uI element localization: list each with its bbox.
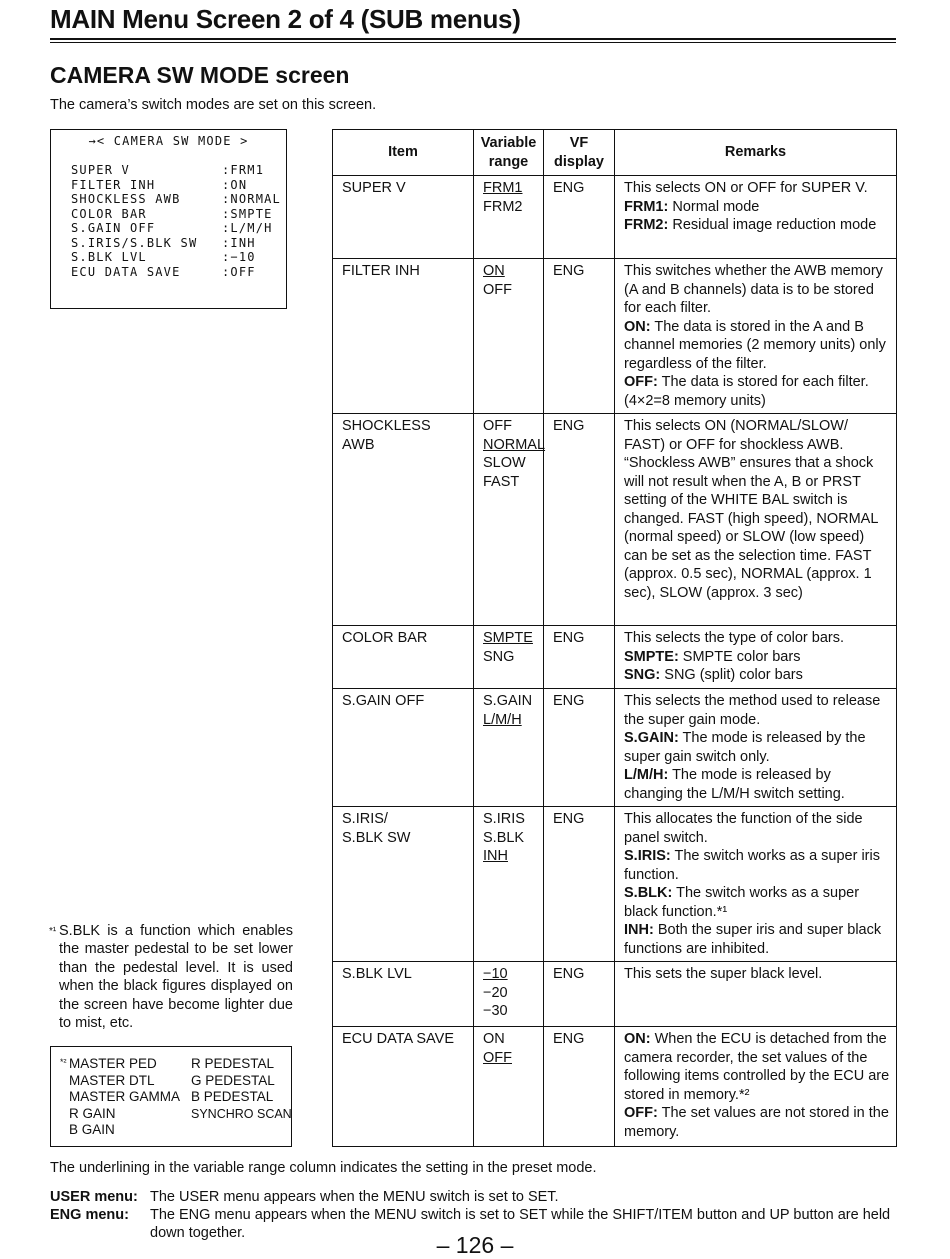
remark-text: Normal mode [668,198,760,215]
remark-paragraph [624,216,890,235]
remark-label: SNG: [624,667,661,683]
table-row [333,176,897,259]
menu-screen-row [71,221,273,236]
footnote-1-text: S.BLK is a function which enables the master pedestal to be set lower than the pedestal level. It is used when the black figures displayed on the screen have become lighter due to mist, etc. [59,923,293,1032]
menu-screen-value: :L/M/H [222,221,273,235]
remark-text: SMPTE color bars [678,648,801,665]
remark-label: S.GAIN: [624,730,679,746]
page-title: MAIN Menu Screen 2 of 4 (SUB menus) [50,4,521,34]
remark-text: The mode is released by the super gain switch only. [624,730,866,765]
range-option: OFF [483,281,512,298]
item-cell [333,626,474,689]
footnote-2-item: B GAIN [69,1122,115,1138]
footnote-2-item: R GAIN [69,1105,116,1121]
menu-screen-row [71,163,264,178]
remark-text: This selects the type of color bars. [624,630,845,646]
remark-paragraph [624,766,890,803]
item-name: SUPER V [342,180,406,196]
remark-paragraph [624,262,890,318]
section-title: CAMERA SW MODE screen [50,62,350,88]
item-cell [333,962,474,1027]
range-option-line [483,417,537,436]
remark-paragraph [624,373,890,410]
remark-text: The switch works as a super iris function. [624,848,880,883]
range-option-line [483,179,537,198]
range-option-preset: −10 [483,966,508,982]
remark-text: The mode is released by changing the L/M/H switch setting. [624,767,845,802]
range-option-preset: INH [483,848,508,864]
remark-paragraph [624,1030,890,1104]
remarks-cell [615,626,897,689]
remark-text: This allocates the function of the side panel switch. [624,811,863,846]
range-option-preset: SMPTE [483,630,533,646]
intro-text: The camera’s switch modes are set on this screen. [50,97,377,113]
header-remarks: Remarks [615,130,897,176]
footnote-2-item: SYNCHRO SCAN [191,1106,292,1121]
table-row [333,1027,897,1147]
range-option: −20 [483,984,508,1001]
remark-paragraph [624,847,890,884]
remark-paragraph [624,318,890,374]
header-item: Item [333,130,474,176]
menu-screen-value: :−10 [222,250,256,264]
remark-text: This switches whether the AWB memory (A and B channels) data is to be stored for each filter. [624,263,883,316]
remark-text: Residual image reduction mode [668,217,877,233]
remark-paragraph [624,666,890,685]
table-row [333,626,897,689]
item-name: AWB [342,436,375,453]
range-option-line [483,965,537,984]
menu-screen-row [71,192,281,207]
item-name: S.GAIN OFF [342,693,425,709]
range-option: FRM2 [483,198,523,215]
item-cell [333,1027,474,1147]
menu-screen-value: :SMPTE [222,206,273,221]
range-option-preset: FRM1 [483,180,523,196]
remarks-cell [615,1027,897,1147]
vf-display-cell: ENG [544,1027,615,1147]
remark-label: FRM1: [624,198,669,215]
range-option: S.GAIN [483,693,533,709]
range-option-line [483,984,537,1003]
range-option: OFF [483,418,512,434]
remark-label: L/M/H: [624,767,669,783]
range-option-line [483,711,537,730]
remark-paragraph [624,179,890,198]
menu-screen-row [71,265,256,280]
menu-screen-title: →< CAMERA SW MODE > [88,134,249,148]
vf-display-cell: ENG [544,807,615,962]
remark-paragraph [624,198,890,217]
remarks-cell [615,176,897,259]
remarks-cell [615,689,897,807]
preset-note: The underlining in the variable range column indicates the setting in the preset mode. [50,1160,597,1176]
variable-range-cell [474,962,544,1027]
remark-label: ON: [624,318,651,335]
footnote-2-item: G PEDESTAL [191,1072,275,1088]
remark-paragraph [624,810,890,847]
remarks-cell [615,414,897,626]
remark-paragraph [624,1104,890,1141]
table-row [333,259,897,414]
menu-screen-item: S.GAIN OFF [71,221,156,235]
range-option: SLOW [483,455,526,471]
header-variable-range: Variable range [474,130,544,176]
remarks-cell [615,259,897,414]
variable-range-cell [474,689,544,807]
menu-screen-row [71,178,247,193]
item-name: ECU DATA SAVE [342,1031,454,1047]
menu-screen-value: :ON [222,177,248,192]
footnote-1-marker: *¹ [49,926,57,937]
vf-display-cell: ENG [544,689,615,807]
remarks-cell [615,807,897,962]
variable-range-cell [474,626,544,689]
menu-screen-value: :NORMAL [222,192,281,206]
range-option-preset: NORMAL [483,436,546,453]
remark-paragraph [624,417,890,602]
item-name: COLOR BAR [342,630,428,646]
footnote-1 [50,922,293,1032]
variable-range-cell [474,259,544,414]
table-row [333,414,897,626]
remark-paragraph [624,965,890,984]
eng-menu-text: The ENG menu appears when the MENU switch is set to SET while the SHIFT/ITEM button and UP button are held down together. [150,1207,891,1241]
remark-text: Both the super iris and super black functions are inhibited. [624,922,882,957]
item-name: S.BLK LVL [342,966,412,982]
range-option-line [483,1030,537,1049]
menu-screen-item: SHOCKLESS AWB [71,192,181,206]
remark-paragraph [624,648,890,667]
remark-label: OFF: [624,374,658,390]
variable-range-cell [474,1027,544,1147]
range-option-line [483,473,537,492]
remark-text: When the ECU is detached from the camera recorder, the set values of the following items controlled by the ECU are stored in memory.*² [624,1031,890,1103]
settings-table [332,129,897,1147]
user-menu-label: USER menu: [50,1189,138,1205]
remark-label: S.IRIS: [624,848,671,864]
footnote-2-item: MASTER DTL [69,1072,155,1088]
footnote-2-item: MASTER PED [69,1056,157,1071]
remark-paragraph [624,629,890,648]
vf-display-cell: ENG [544,962,615,1027]
range-option: ON [483,1031,505,1047]
menu-screen-item: SUPER V [71,163,130,177]
item-cell [333,414,474,626]
footnote-2-box [50,1046,292,1147]
remark-paragraph [624,921,890,958]
remark-text: This selects ON or OFF for SUPER V. [624,180,868,196]
remark-text: This selects the method used to release the super gain mode. [624,693,881,728]
item-cell [333,259,474,414]
item-cell [333,689,474,807]
menu-screen-value: :OFF [222,264,256,279]
footnote-2-item: B PEDESTAL [191,1089,274,1105]
vf-display-cell: ENG [544,259,615,414]
item-cell [333,807,474,962]
footnote-2-marker: *² [60,1057,67,1067]
range-option-line [483,1049,537,1068]
vf-display-cell: ENG [544,414,615,626]
range-option: SNG [483,648,515,665]
remark-text: This sets the super black level. [624,966,823,982]
remark-paragraph [624,729,890,766]
remark-text: This selects ON (NORMAL/SLOW/ FAST) or OFF for shockless AWB. “Shockless AWB” ensures that a shock will not result when the A, B or PRST setting of the WHITE BAL switch is changed. FAST (high speed), NORMAL (normal speed) or SLOW (low speed) can be set as the selection time. FAST (approx. 0.5 sec), NORMAL (approx. 1 sec), SLOW (approx. 3 sec) [624,418,878,601]
range-option-preset: OFF [483,1049,512,1066]
item-name: S.IRIS/ [342,811,388,827]
menu-screen-value: :INH [222,235,256,250]
range-option: −30 [483,1003,508,1019]
menu-screen-item: COLOR BAR [71,206,147,221]
eng-menu-label: ENG menu: [50,1207,129,1223]
range-option-line [483,262,537,281]
footnote-2-item: R PEDESTAL [191,1056,275,1071]
title-rule [50,38,896,43]
user-menu-definition [50,1188,896,1206]
remark-label: INH: [624,922,654,938]
range-option: S.IRIS [483,811,525,827]
item-name: S.BLK SW [342,829,411,846]
table-row [333,807,897,962]
table-row [333,962,897,1027]
vf-display-cell: ENG [544,626,615,689]
range-option-line [483,810,537,829]
range-option-line [483,629,537,648]
header-vf-display: VF display [544,130,615,176]
range-option-line [483,648,537,667]
menu-screen-item: FILTER INH [71,177,156,192]
footnote-2-item: MASTER GAMMA [69,1089,181,1105]
range-option-preset: L/M/H [483,711,522,728]
table-body [333,176,897,1147]
item-name: FILTER INH [342,263,420,279]
remark-paragraph [624,884,890,921]
range-option-line [483,454,537,473]
item-cell [333,176,474,259]
range-option-line [483,198,537,217]
range-option-line [483,829,537,848]
menu-screen-item: ECU DATA SAVE [71,264,181,279]
variable-range-cell [474,807,544,962]
page-number: – 126 – [436,1232,514,1258]
variable-range-cell [474,414,544,626]
menu-screen-row [71,250,256,265]
table-row [333,689,897,807]
range-option-line [483,1002,537,1021]
range-option-line [483,281,537,300]
menu-screen-row [71,236,256,251]
range-option-line [483,692,537,711]
menu-screen-item: S.IRIS/S.BLK SW [71,235,198,250]
item-name: SHOCKLESS [342,418,431,434]
range-option-preset: ON [483,263,505,279]
menu-screen-item: S.BLK LVL [71,250,147,264]
range-option: S.BLK [483,829,525,846]
remark-text: The switch works as a super black function.*¹ [624,885,860,920]
menu-screen-box [50,129,287,309]
remark-label: ON: [624,1031,651,1047]
menu-screen-value: :FRM1 [222,163,265,177]
remark-paragraph [624,692,890,729]
vf-display-cell: ENG [544,176,615,259]
range-option-line [483,847,537,866]
remarks-cell [615,962,897,1027]
remark-text: The data is stored for each filter. (4×2=8 memory units) [624,374,869,409]
variable-range-cell [474,176,544,259]
remark-label: FRM2: [624,217,669,233]
user-menu-text: The USER menu appears when the MENU switch is set to SET. [150,1189,559,1205]
remark-text: The data is stored in the A and B channel memories (2 memory units) only regardless of the filter. [624,318,886,372]
remark-label: OFF: [624,1105,658,1121]
range-option: FAST [483,473,520,490]
remark-text: SNG (split) color bars [660,667,803,683]
remark-label: SMPTE: [624,648,679,665]
range-option-line [483,436,546,455]
remark-text: The set values are not stored in the memory. [624,1105,889,1140]
menu-screen-row [71,207,273,222]
remark-label: S.BLK: [624,885,673,901]
